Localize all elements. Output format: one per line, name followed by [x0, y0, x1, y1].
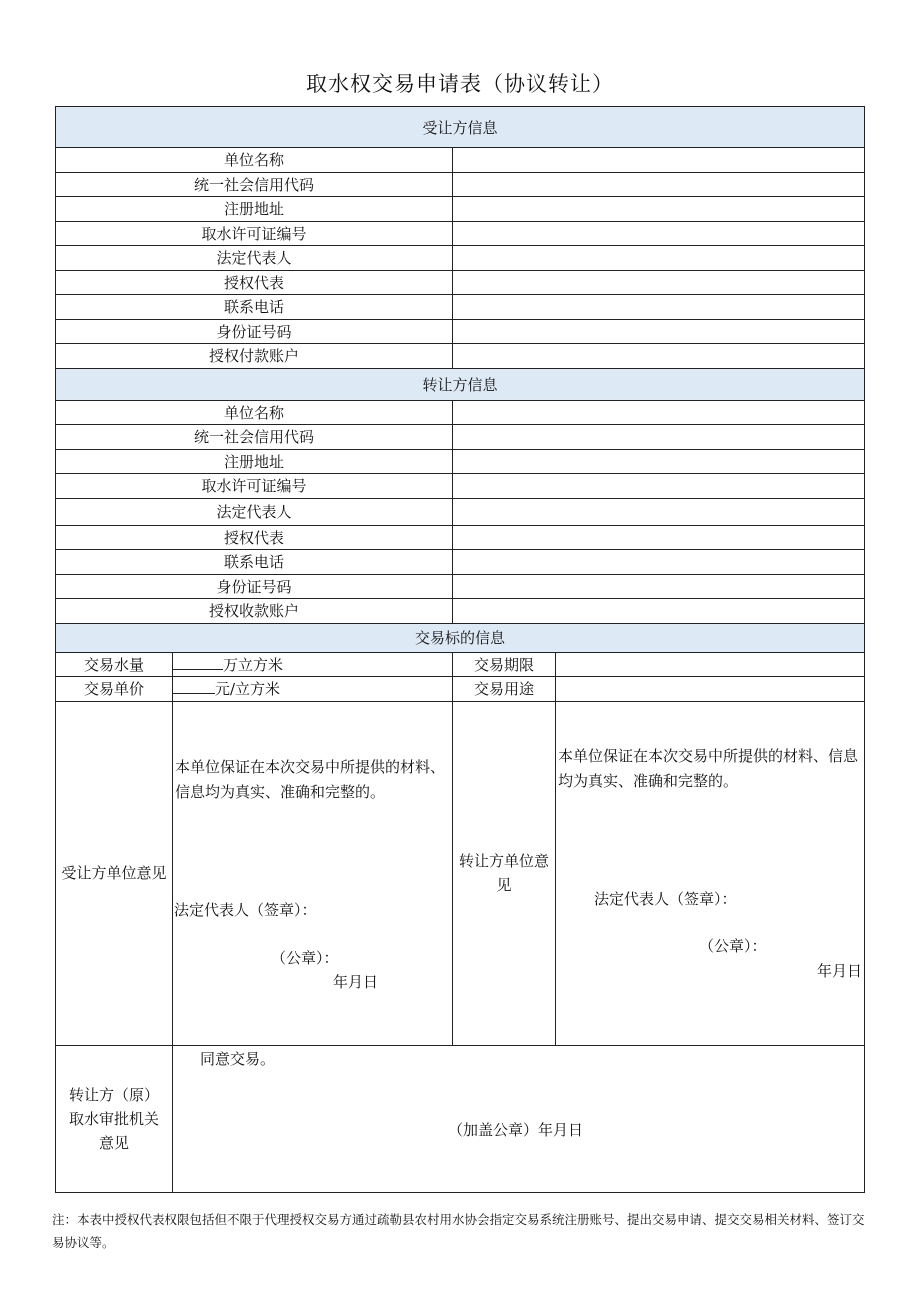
form-title: 取水权交易申请表（协议转让） — [306, 72, 614, 96]
transferor-opinion-label: 转让方单位意见 — [453, 701, 556, 1045]
permit-number-input[interactable] — [453, 474, 865, 499]
id-number-input[interactable] — [453, 319, 865, 344]
field-label: 授权代表 — [56, 270, 453, 295]
phone-input[interactable] — [453, 550, 865, 575]
field-label: 身份证号码 — [56, 319, 453, 344]
field-label: 联系电话 — [56, 295, 453, 320]
field-label: 授权付款账户 — [56, 344, 453, 369]
address-input[interactable] — [453, 449, 865, 474]
authorized-rep-input[interactable] — [453, 270, 865, 295]
field-label: 法定代表人 — [56, 246, 453, 271]
field-label: 联系电话 — [56, 550, 453, 575]
legal-rep-input[interactable] — [453, 498, 865, 525]
unit-name-input[interactable] — [453, 400, 865, 425]
volume-unit: 万立方米 — [223, 655, 284, 674]
transferee-opinion-label: 受让方单位意见 — [56, 701, 173, 1045]
approval-text: 同意交易。 — [200, 1049, 276, 1068]
price-unit: 元/立方米 — [215, 680, 281, 699]
phone-input[interactable] — [453, 295, 865, 320]
approval-seal-date: （加盖公章）年月日 — [448, 1120, 584, 1139]
field-label: 统一社会信用代码 — [56, 172, 453, 197]
id-number-input[interactable] — [453, 574, 865, 599]
field-label: 统一社会信用代码 — [56, 425, 453, 450]
period-input[interactable] — [556, 652, 865, 677]
transferor-statement: 本单位保证在本次交易中所提供的材料、信息均为真实、准确和完整的。 — [558, 746, 859, 790]
application-form-table — [55, 106, 865, 1193]
field-label: 注册地址 — [56, 197, 453, 222]
footnote: 注：本表中授权代表权限包括但不限于代理授权交易方通过疏勒县农村用水协会指定交易系统注册账号、提出交易申请、提交交易相关材料、签订交易协议等。 — [52, 1212, 865, 1250]
transferee-seal: （公章）： — [271, 948, 339, 967]
field-label: 身份证号码 — [56, 574, 453, 599]
approval-authority-label: 转让方（原）取水审批机关意见 — [56, 1045, 173, 1192]
transferor-date: 年月日 — [817, 961, 863, 980]
transferee-legal-rep-signature: 法定代表人（签章）： — [174, 900, 317, 919]
transferor-legal-rep-signature: 法定代表人（签章）： — [594, 889, 737, 908]
purpose-input[interactable] — [556, 677, 865, 702]
payment-account-input[interactable] — [453, 344, 865, 369]
field-label: 取水许可证编号 — [56, 474, 453, 499]
transferee-date: 年月日 — [333, 972, 379, 991]
address-input[interactable] — [453, 197, 865, 222]
field-label: 法定代表人 — [56, 498, 453, 525]
price-input[interactable] — [173, 677, 453, 702]
unit-name-input[interactable] — [453, 148, 865, 173]
permit-number-input[interactable] — [453, 221, 865, 246]
transferor-seal: （公章）： — [699, 936, 767, 955]
field-label: 授权收款账户 — [56, 599, 453, 624]
approval-opinion-cell[interactable] — [173, 1045, 865, 1192]
period-label: 交易期限 — [453, 652, 556, 677]
field-label: 单位名称 — [56, 400, 453, 425]
legal-rep-input[interactable] — [453, 246, 865, 271]
volume-input[interactable] — [173, 652, 453, 677]
price-blank[interactable] — [173, 680, 215, 694]
section-header-transferee: 受让方信息 — [56, 107, 865, 148]
credit-code-input[interactable] — [453, 425, 865, 450]
authorized-rep-input[interactable] — [453, 525, 865, 550]
field-label: 授权代表 — [56, 525, 453, 550]
receiving-account-input[interactable] — [453, 599, 865, 624]
transferee-opinion-cell[interactable] — [173, 701, 453, 1045]
field-label: 取水许可证编号 — [56, 221, 453, 246]
volume-label: 交易水量 — [56, 652, 173, 677]
purpose-label: 交易用途 — [453, 677, 556, 702]
transferee-statement: 本单位保证在本次交易中所提供的材料、信息均为真实、准确和完整的。 — [175, 757, 446, 801]
price-label: 交易单价 — [56, 677, 173, 702]
credit-code-input[interactable] — [453, 172, 865, 197]
section-header-subject: 交易标的信息 — [56, 623, 865, 652]
transferor-opinion-cell[interactable] — [556, 701, 865, 1045]
field-label: 注册地址 — [56, 449, 453, 474]
section-header-transferor: 转让方信息 — [56, 368, 865, 400]
volume-blank[interactable] — [173, 656, 223, 670]
field-label: 单位名称 — [56, 148, 453, 173]
